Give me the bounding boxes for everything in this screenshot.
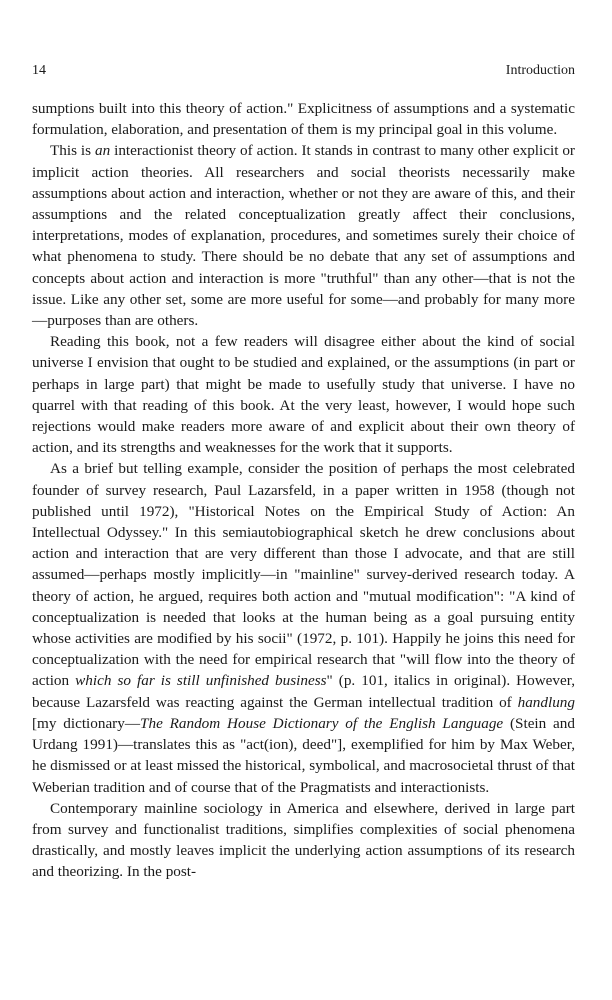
body-text (32, 98, 575, 883)
paragraph-reading-this-book: Reading this book, not a few readers will disagree either about the kind of social universe I envision that ought to be studied and explained, or the assumptions (in part or perhaps in large part) that might be made to usefully study that universe. I have no quarrel with that reading of this book. At the very least, however, I would hope such rejections would make readers more aware of and explicit about their own theory of action, and its strengths and weaknesses for the work that it supports. (32, 333, 575, 457)
italic-term: handlung (517, 693, 575, 711)
page-number: 14 (32, 63, 46, 78)
paragraph-text: As a brief but telling example, consider the position of perhaps the most celebrated founder of survey research, Paul Lazarsfeld, in a paper written in 1958 (though not published until 1972), "Historical Notes on the Empirical Study of Action: An Intellectual Odyssey." In this semiautobiographical sketch he drew conclusions about action and interaction that are very different than those I advocate, and that are still assumed—perhaps mostly implicitly—in "mainline" survey-derived research today. A theory of action, he argued, requires both action and "mutual modification": "A kind of conceptualization is needed that looks at the human being as a goal pursuing entity whose activities are modified by his socii" (1972, p. 101). Happily he joins this need for conceptualization with the need for empirical research that "will flow into the theory of action (32, 460, 575, 690)
paragraph-continuation: sumptions built into this theory of action." Explicitness of assumptions and a systematic formulation, elaboration, and presentation of them is my principal goal in this volume. (32, 100, 575, 139)
paragraph-interactionist-theory (32, 140, 575, 331)
paragraph-text: This is (50, 142, 95, 160)
italic-book-title: The Random House Dictionary of the English Language (140, 714, 504, 732)
paragraph-text: interactionist theory of action. It stands in contrast to many other explicit or implicit action theories. All researchers and social theorists necessarily make assumptions about action and interaction, whether or not they are aware of this, and their assumptions and the related conceptualization greatly affect their conclusions, interpretations, modes of explanation, procedures, and sometimes surely their choice of what phenomena to study. There should be no debate that any set of assumptions and concepts about action and interaction is more "truthful" than any other—that is not the issue. Like any other set, some are more useful for some—and probably for many more—purposes than are others. (32, 142, 575, 330)
paragraph-text: (Stein and Urdang 1991)—translates this as "act(ion), deed"], exemplified for him by Max Weber, he dismissed or at least missed the historical, symbolical, and macrosocietal thrust of that Weberian tradition and of course that of the Pragmatists and interactionists. (32, 714, 575, 796)
running-title: Introduction (505, 63, 575, 78)
paragraph-text: [my dictionary— (32, 714, 141, 732)
running-header (32, 62, 575, 80)
paragraph-text: " (p. 101, italics in original). However, because Lazarsfeld was reacting against the German intellectual tradition of (32, 672, 576, 711)
paragraph-contemporary-sociology: Contemporary mainline sociology in America and elsewhere, derived in large part from survey and functionalist traditions, simplifies complexities of social phenomena drastically, and mostly leaves implicit the underlying action assumptions of its research and theorizing. In the post- (32, 799, 575, 881)
paragraph-lazarsfeld-example (32, 458, 575, 797)
italic-quotation: which so far is still unfinished business (75, 672, 327, 690)
italic-emphasis: an (95, 142, 111, 160)
